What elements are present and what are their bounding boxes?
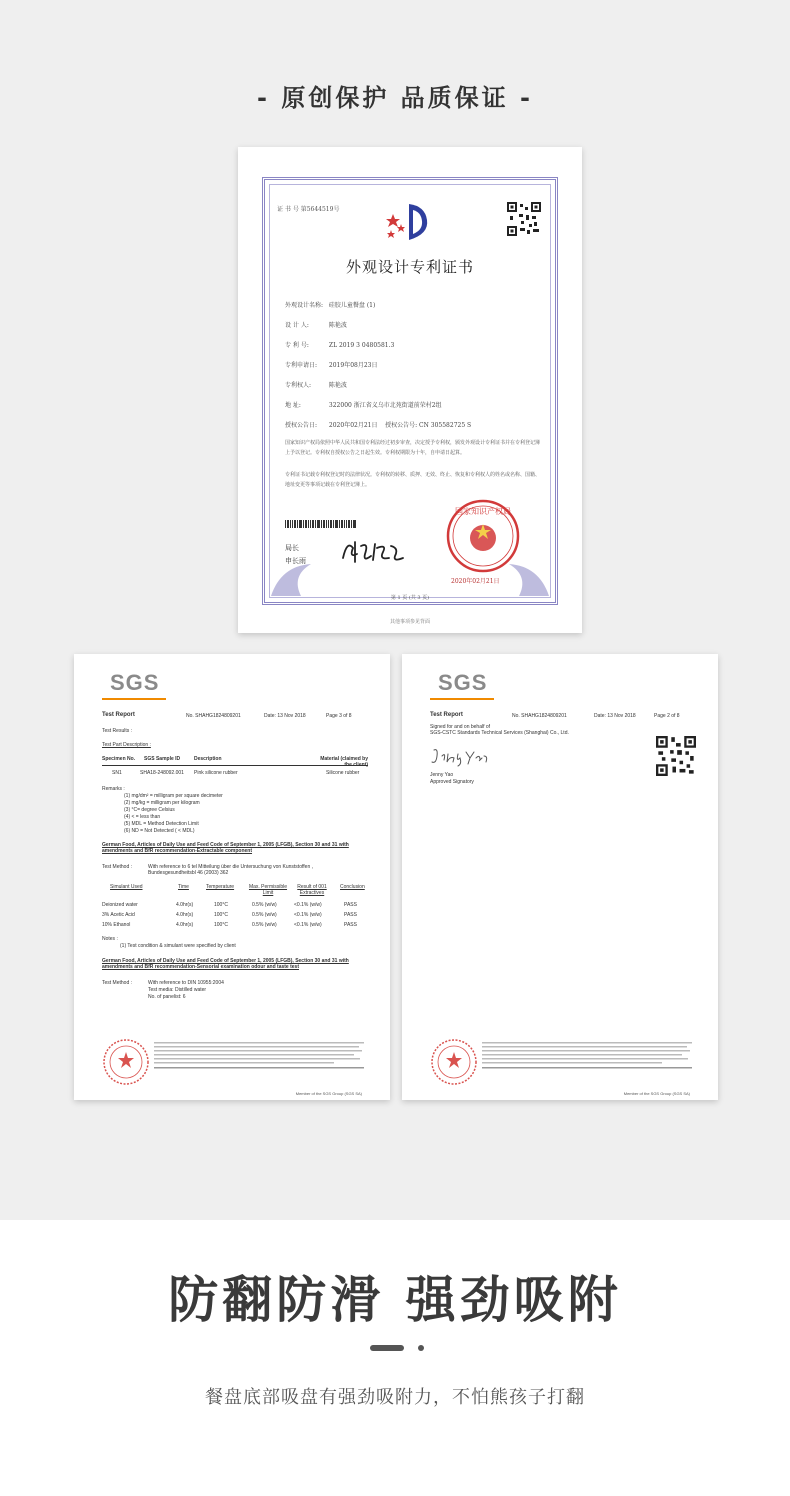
field-application-date: 专利申请日: 2019年08月23日 (285, 362, 378, 369)
sim-cell: PASS (344, 922, 357, 928)
field-patentee: 专利权人: 陈艳波 (285, 382, 347, 389)
field-address: 地 址: 322000 浙江省义乌市北苑街道前荣村2组 (285, 402, 442, 409)
signer-title: Approved Signatory (430, 779, 474, 785)
sim-cell: 4.0hr(s) (176, 902, 194, 908)
sgs-stamp-icon (102, 1038, 150, 1086)
sgs-logo: SGS (430, 668, 494, 698)
sim-header: Conclusion (340, 884, 365, 890)
notes-label: Notes : (102, 936, 118, 942)
signer-name: Jenny Yao (430, 772, 454, 778)
remarks-label: Remarks : (102, 786, 125, 792)
patent-border (262, 177, 558, 605)
table-header: SGS Sample ID (144, 756, 181, 762)
table-cell: SHA18-248092.001 (140, 770, 184, 776)
signed-company-text: SGS-CSTC Standards Technical Services (Shanghai) Co., Ltd. (430, 730, 569, 736)
sgs-logo: SGS (102, 668, 166, 698)
remark-item: (4) < = less than (124, 814, 161, 820)
sim-cell: <0.1% (w/w) (294, 922, 322, 928)
remark-item: (1) mg/dm² = milligram per square decimeter (124, 793, 223, 799)
field-patent-number: 专 利 号: ZL 2019 3 0480581.3 (285, 342, 395, 349)
table-header: Material (claimed by the client) (320, 756, 368, 768)
sim-cell: Deionized water (102, 902, 138, 908)
sim-header: Result of 001 Extractives (297, 884, 327, 896)
patent-paragraph-1: 国家知识产权局依照中华人民共和国专利法经过初步审查，决定授予专利权，颁发外观设计专利证书并在专利登记簿上予以登记。专利权自授权公告之日起生效。专利权期限为十年，自申请日起算。 (285, 440, 541, 456)
page-indicator: 第 1 页 (共 3 页) (390, 595, 430, 601)
sim-cell: 100°C (214, 922, 228, 928)
patent-paragraph-2: 专利证书记载专利权登记时的法律状况。专利权的转移、质押、无效、终止、恢复和专利权人的姓名或名称、国籍、地址变更等事项记载在专利登记簿上。 (285, 472, 541, 488)
signed-for-text: Signed for and on behalf of (430, 724, 491, 730)
part-description-label: Test Part Description : (102, 742, 151, 748)
sim-cell: 100°C (214, 902, 228, 908)
report-page: Page 2 of 8 (654, 713, 680, 719)
patent-footer: 其他事项参见背面 (389, 619, 430, 625)
table-cell: Silicone rubber (326, 770, 360, 776)
qr-code-icon (656, 736, 696, 776)
sim-cell: PASS (344, 912, 357, 918)
table-header: Description (194, 756, 222, 762)
report-number: No. SHAHG1824809201 (186, 713, 241, 719)
test-method-label: Test Method : (102, 864, 133, 870)
sgs-member-text: Member of the SGS Group (SGS SA) (623, 1091, 690, 1096)
sim-cell: 0.5% (w/w) (252, 912, 277, 918)
report-date: Date: 13 Nov 2018 (594, 713, 636, 719)
svg-text:国家知识产权局: 国家知识产权局 (455, 507, 511, 516)
report-number: No. SHAHG1824809201 (512, 713, 567, 719)
qr-code-icon (507, 202, 541, 236)
remark-item: (5) MDL = Method Detection Limit (124, 821, 199, 827)
table-cell: SN1 (112, 770, 122, 776)
patent-certificate (238, 147, 582, 633)
table-header: Specimen No. (102, 756, 136, 762)
sim-cell: 10% Ethanol (102, 922, 131, 928)
barcode-icon (285, 520, 357, 528)
test-method-text: With reference to 6 tel Mitteilung über die Untersuchung von Kunststoffen , Bundesgesundheitsbl 46 (2003) 362 (148, 864, 313, 876)
patent-title: 外观设计专利证书 (345, 258, 474, 276)
signature-icon (339, 536, 407, 566)
sim-cell: 0.5% (w/w) (252, 902, 277, 908)
sgs-stamp-icon (430, 1038, 478, 1086)
disclaimer-text-block (154, 1042, 364, 1072)
official-seal-icon (445, 498, 521, 574)
remark-item: (2) mg/kg = milligram per kilogram (124, 800, 200, 806)
feature-subtitle: 餐盘底部吸盘有强劲吸附力，不怕熊孩子打翻 (205, 1387, 585, 1408)
field-grant-date: 授权公告日: 2020年02月21日 授权公告号: CN 305582725 S (285, 422, 472, 429)
section-title: - 原创保护 品质保证 - (257, 84, 533, 112)
disclaimer-text-block (482, 1042, 692, 1072)
report-title: Test Report (102, 712, 135, 718)
section-heading-1: German Food, Articles of Daily Use and Feed Code of September 1, 2005 (LFGB), Section 30 and 31 with amendments and BfR recommendation-Extractable component (102, 842, 349, 854)
test-method-text: No. of panelist: 6 (148, 994, 186, 1000)
field-designer: 设 计 人: 陈艳波 (285, 322, 347, 329)
field-design-name: 外观设计名称: 硅胶儿童餐盘 (1) (285, 302, 376, 309)
sgs-report-page-2 (402, 654, 718, 1100)
sim-cell: <0.1% (w/w) (294, 902, 322, 908)
report-page: Page 3 of 8 (326, 713, 352, 719)
sim-header: Temperature (206, 884, 235, 890)
seal-date: 2020年02月21日 (451, 578, 500, 585)
cert-number: 证 书 号 第5644519号 (277, 206, 340, 213)
director-label: 局长 申长雨 (285, 544, 306, 565)
remark-item: (3) °C= degree Celsius (124, 807, 175, 813)
decorative-dot (418, 1345, 424, 1351)
test-method-text: Test media: Distilled water (148, 987, 207, 993)
table-cell: Pink silicone rubber (194, 770, 238, 776)
test-method-text: With reference to DIN 10955:2004 (148, 980, 224, 986)
remark-item: (6) ND = Not Detected ( < MDL) (124, 828, 195, 834)
sgs-report-page-3 (74, 654, 390, 1100)
report-title: Test Report (430, 712, 463, 718)
test-method-label: Test Method : (102, 980, 133, 986)
sim-cell: 0.5% (w/w) (252, 922, 277, 928)
decorative-line (370, 1345, 404, 1351)
sim-cell: 4.0hr(s) (176, 912, 194, 918)
sim-header: Simulant Used (110, 884, 143, 890)
sim-cell: 4.0hr(s) (176, 922, 194, 928)
divider (102, 765, 368, 766)
sim-cell: 3% Acetic Acid (102, 912, 135, 918)
report-date: Date: 13 Nov 2018 (264, 713, 306, 719)
sim-cell: PASS (344, 902, 357, 908)
feature-title: 防翻防滑 强劲吸附 (168, 1271, 622, 1329)
sim-cell: 100°C (214, 912, 228, 918)
test-results-label: Test Results : (102, 728, 133, 734)
sgs-member-text: Member of the SGS Group (SGS SA) (295, 1091, 362, 1096)
sim-header: Time (178, 884, 189, 890)
sim-cell: <0.1% (w/w) (294, 912, 322, 918)
signature-icon (430, 746, 490, 768)
section-heading-2: German Food, Articles of Daily Use and Feed Code of September 1, 2005 (LFGB), Section 30 and 31 with amendments and BfR recommendation-Sensorial examination odour and taste test (102, 958, 349, 970)
notes-text: (1) Test condition & simulant were specified by client (120, 943, 236, 949)
sim-header: Max. Permissible Limit (248, 884, 288, 896)
cnipa-logo-icon (383, 200, 435, 244)
